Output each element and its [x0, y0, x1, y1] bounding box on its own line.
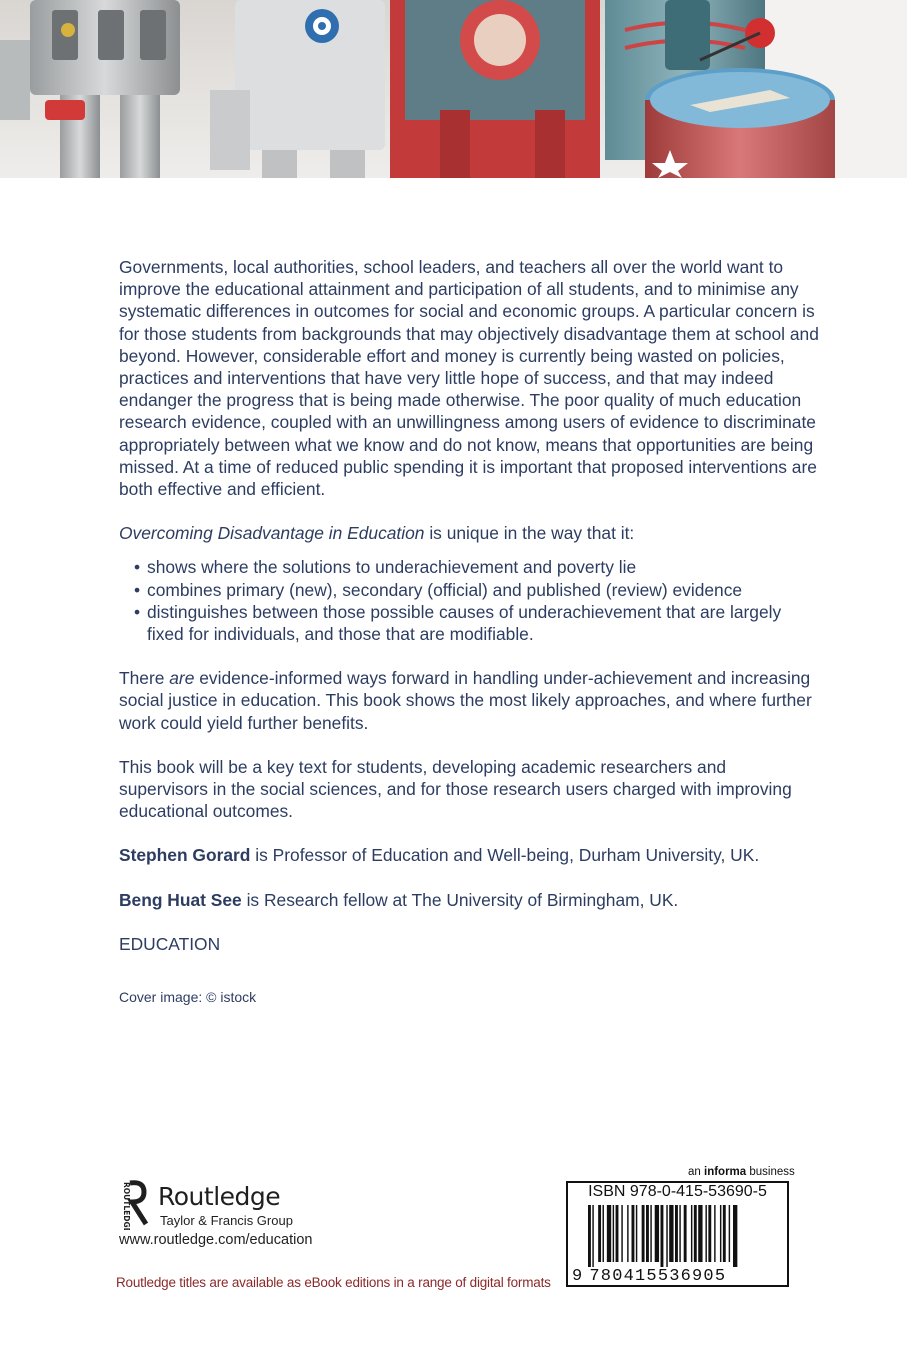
- cover-photo: [0, 0, 907, 178]
- book-title: Overcoming Disadvantage in Education: [119, 523, 425, 544]
- barcode-bar: [708, 1205, 711, 1262]
- barcode-bar: [698, 1205, 702, 1262]
- blurb-p3-emphasis: are: [169, 668, 195, 689]
- list-item: • combines primary (new), secondary (official) and published (review) evidence: [119, 579, 819, 601]
- blurb-paragraph-3: [119, 667, 819, 734]
- subject-category: EDUCATION: [119, 933, 221, 954]
- barcode-bar: [642, 1205, 645, 1262]
- drum-icon: [645, 68, 835, 178]
- barcode-lead-digit: 9: [572, 1267, 584, 1286]
- barcode-bar: [705, 1205, 706, 1262]
- informa-tagline: [688, 1166, 795, 1178]
- list-item: • shows where the solutions to underachievement and poverty lie: [119, 556, 819, 578]
- list-item: • distinguishes between those possible causes of underachievement that are largely fixed for individuals, and those that are modifiable.: [119, 601, 819, 645]
- barcode-bar: [733, 1205, 737, 1267]
- barcode-bar: [621, 1205, 622, 1262]
- barcode-bar: [607, 1205, 611, 1262]
- barcode-bar: [729, 1205, 730, 1262]
- barcode-bar: [646, 1205, 649, 1262]
- author-1: [119, 844, 819, 866]
- barcode-bar: [588, 1205, 591, 1267]
- barcode-bar: [616, 1205, 619, 1262]
- publisher-url: www.routledge.com/education: [119, 1232, 313, 1248]
- barcode-bar: [627, 1205, 628, 1262]
- barcode-bar: [675, 1205, 678, 1262]
- barcode-bar: [632, 1205, 635, 1262]
- blurb-paragraph-4: This book will be a key text for students, developing academic researchers and supervisors in the social sciences, and for those research users charged with improving educational outcomes.: [119, 756, 792, 822]
- barcode-bar: [661, 1205, 664, 1267]
- barcode-bar: [679, 1205, 680, 1262]
- barcode-bar: [650, 1205, 651, 1262]
- informa-suffix: business: [746, 1166, 795, 1178]
- barcode-bar: [598, 1205, 601, 1262]
- blurb-intro-rest: is unique in the way that it:: [424, 523, 635, 544]
- blurb-paragraph-1: Governments, local authorities, school leaders, and teachers all over the world want to improve the educational attainment and participation of all students, and to minimise any systematic differences in outcomes for social and economic groups. A particular concern is for those students from backgrounds that may objectively disadvantage them at school and beyond. However, considerable effort and money is currently being wasted on policies, practices and interventions that have very little hope of success, and that may indeed endanger the progress that is being made otherwise. The poor quality of much education research evidence, coupled with an unwillingness among users of evidence to discriminate appropriately between what we know and do not know, means that opportunities are being missed. At a time of reduced public spending it is important that proposed interventions are both effective and efficient.: [119, 257, 819, 500]
- barcode-bar: [691, 1205, 692, 1262]
- barcode-bar: [720, 1205, 721, 1262]
- author-2: [119, 889, 819, 911]
- barcode-bar: [592, 1205, 593, 1267]
- robot-red-icon: [390, 0, 600, 178]
- barcode-bar: [684, 1205, 687, 1262]
- barcode-digit-group: 780415536905: [589, 1267, 727, 1286]
- barcode-bar: [613, 1205, 614, 1262]
- barcode-bar: [723, 1205, 726, 1262]
- routledge-vertical-text: ROUTLEDGE: [122, 1182, 131, 1230]
- barcode-bar: [714, 1205, 715, 1262]
- routledge-logo: [116, 1180, 293, 1235]
- barcode-bar: [603, 1205, 604, 1262]
- publisher-group: Taylor & Francis Group: [160, 1213, 293, 1228]
- author-name: Stephen Gorard: [119, 845, 251, 866]
- informa-prefix: an: [688, 1166, 704, 1178]
- publisher-name: Routledge: [158, 1182, 281, 1211]
- blurb-intro: [119, 522, 819, 544]
- barcode-bar: [669, 1205, 673, 1262]
- author-name: Beng Huat See: [119, 889, 242, 910]
- author-bio: is Professor of Education and Well-being, Durham University, UK.: [250, 845, 760, 866]
- barcode-bars-icon: [588, 1205, 772, 1267]
- routledge-emblem-icon: [116, 1180, 156, 1230]
- barcode-bar: [666, 1205, 667, 1267]
- author-bio: is Research fellow at The University of Birmingham, UK.: [241, 889, 679, 910]
- feature-list: [119, 556, 819, 645]
- barcode-bar: [655, 1205, 659, 1262]
- isbn-text: ISBN 978-0-415-53690-5: [588, 1183, 767, 1200]
- blurb-p3-end: evidence-informed ways forward in handling under-achievement and increasing social justice in education. This book shows the most likely approaches, and where further work could yield further benefits.: [119, 668, 812, 733]
- barcode-bar: [636, 1205, 637, 1262]
- informa-brand: informa: [704, 1166, 747, 1178]
- barcode-digits: [572, 1267, 726, 1286]
- cover-credit: Cover image: © istock: [119, 989, 257, 1006]
- barcode-bar: [694, 1205, 697, 1262]
- back-cover-blurb: [119, 256, 819, 1008]
- isbn-barcode: [566, 1181, 789, 1287]
- blurb-p3-start: There: [119, 668, 170, 689]
- ebook-note: Routledge titles are available as eBook editions in a range of digital formats: [116, 1275, 551, 1290]
